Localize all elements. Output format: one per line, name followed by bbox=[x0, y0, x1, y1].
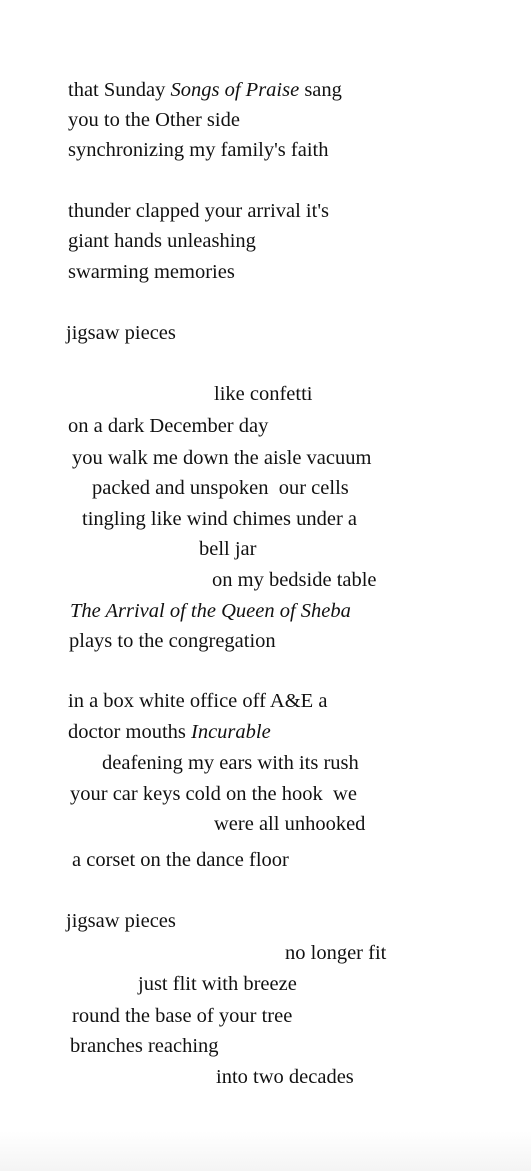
poem-line bbox=[70, 599, 351, 623]
poem-line: your car keys cold on the hook we bbox=[70, 783, 357, 805]
poem-line: branches reaching bbox=[70, 1035, 219, 1057]
poem-line: deafening my ears with its rush bbox=[102, 752, 359, 774]
poem-line bbox=[68, 78, 342, 102]
poem-line: swarming memories bbox=[68, 261, 235, 283]
italic-title: The Arrival of the Queen of Sheba bbox=[70, 600, 351, 622]
poem-line: synchronizing my family's faith bbox=[68, 139, 329, 161]
poem-line: giant hands unleashing bbox=[68, 230, 256, 252]
poem-line: on a dark December day bbox=[68, 415, 269, 437]
poem-line: you to the Other side bbox=[68, 109, 240, 131]
poem-line: no longer fit bbox=[285, 942, 387, 964]
poem-line: a corset on the dance floor bbox=[72, 849, 289, 871]
poem-line: into two decades bbox=[216, 1066, 354, 1088]
poem-line: tingling like wind chimes under a bbox=[82, 508, 357, 530]
poem-line: like confetti bbox=[214, 383, 313, 405]
italic-title: Songs of Praise bbox=[170, 79, 300, 101]
poem-line bbox=[68, 720, 271, 744]
poem-line: in a box white office off A&E a bbox=[68, 690, 328, 712]
poem-line: you walk me down the aisle vacuum bbox=[72, 447, 372, 469]
line-text-pre: that Sunday bbox=[68, 79, 171, 101]
poem-line: just flit with breeze bbox=[138, 973, 297, 995]
poem-line: plays to the congregation bbox=[69, 630, 276, 652]
poem-line: round the base of your tree bbox=[72, 1005, 293, 1027]
poem-line: jigsaw pieces bbox=[66, 910, 176, 932]
line-text-post: sang bbox=[299, 79, 342, 101]
poem-line: thunder clapped your arrival it's bbox=[68, 200, 329, 222]
poem-line: packed and unspoken our cells bbox=[92, 477, 349, 499]
poem-line: on my bedside table bbox=[212, 569, 377, 591]
italic-word: Incurable bbox=[191, 721, 271, 743]
poem-line: bell jar bbox=[199, 538, 257, 560]
page-bottom-shade bbox=[0, 1131, 531, 1171]
line-text-pre: doctor mouths bbox=[68, 721, 191, 743]
poem-line: jigsaw pieces bbox=[66, 322, 176, 344]
poem-line: were all unhooked bbox=[214, 813, 366, 835]
